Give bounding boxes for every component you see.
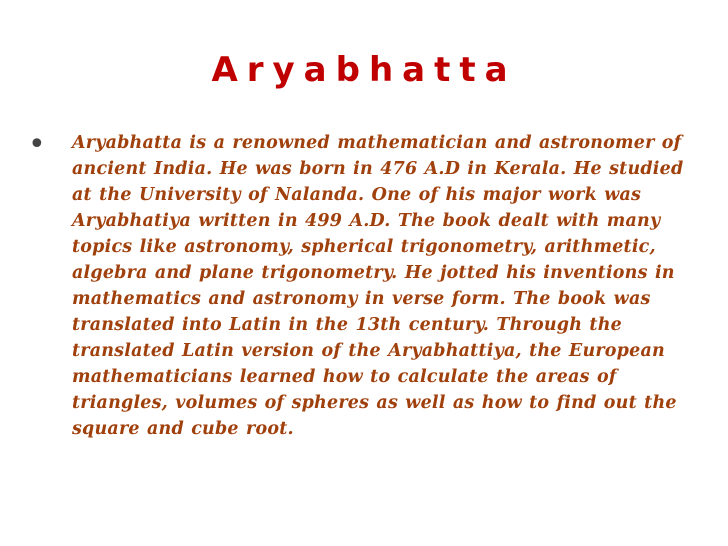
bullet-marker: •: [28, 127, 46, 162]
bullet-text: Aryabhatta is a renowned mathematician and astronomer of ancient India. He was born in 476 A.D in Kerala. He studied at the University of Nalanda. One of his major work was Aryabhatiya written in 499 A.D. The book dealt with many topics like astronomy, spherical trigonometry, arithmetic, algebra and plane trigonometry. He jotted his inventions in mathematics and astronomy in verse form. The book was translated into Latin in the 13th century. Through the translated Latin version of the Aryabhattiya, the European mathematicians learned how to calculate the areas of triangles, volumes of spheres as well as how to find out the square and cube root.: [72, 133, 684, 439]
slide-title: Aryabhatta: [211, 50, 517, 90]
bullet-list: [26, 127, 706, 442]
bullet-item: [26, 127, 706, 442]
